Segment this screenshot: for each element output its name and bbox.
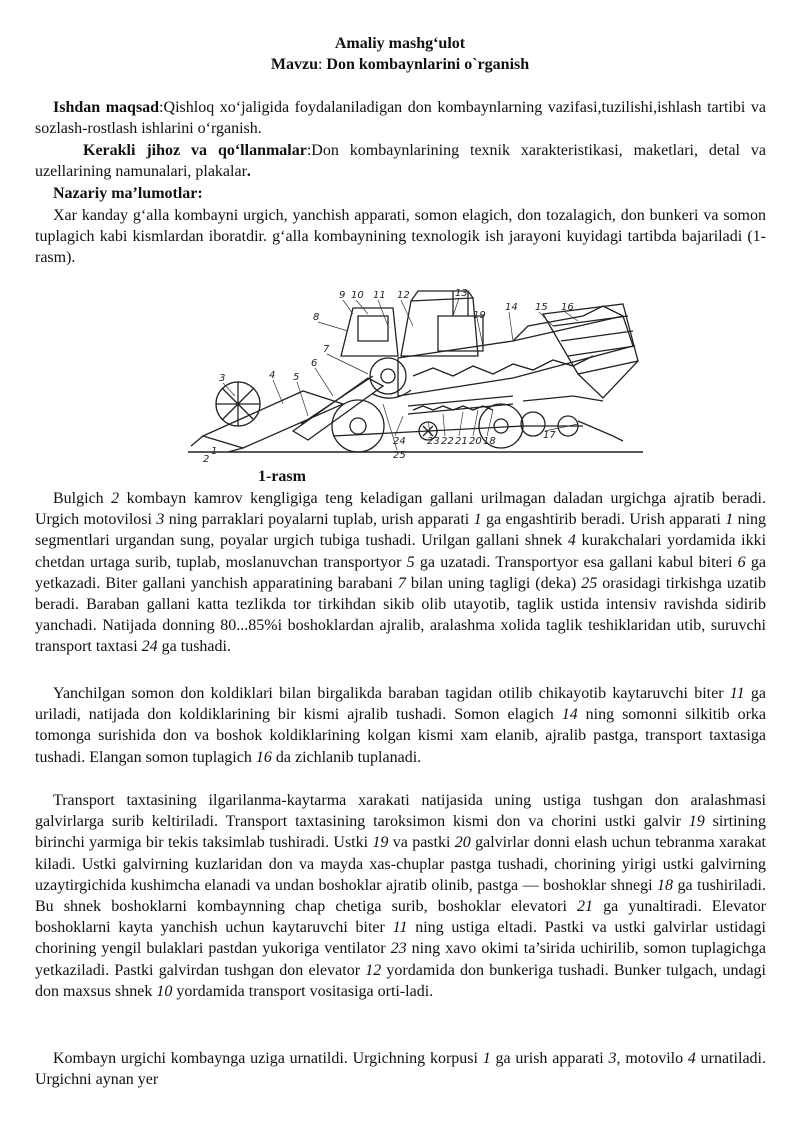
goal-label: Ishdan maqsad <box>53 99 160 116</box>
diagram-label-4: 4 <box>269 370 276 381</box>
paragraph-3: Transport taxtasining ilgarilanma-kaytarma xarakati natijasida uning ustiga tushgan don aralashmasi galvirlarga surib keltiriladi. Transport taxtasining taroksimon kismi don va chorini ustki galvir 19 sirtining birinchi yarmiga bir tekis taksimlab tushiradi. Ustki 19 va pastki 20 galvirlar donni elash uchun tebranma xarakat kiladi. Ustki galvirning kuzlaridan don va mayda xas-chuplar pastga tushadi, chorining yirigi ustki galvirning uzaytirgichida kushimcha elanadi va undan boshoklar ajratib olinib, pastga — boshoklar shnegi 18 ga tushiriladi. Bu shnek boshoklarni kombaynning chap chetiga surib, boshoklar elevatori 21 ga yunaltiradi. Elevator boshoklarni kayta yanchish uchun kaytaruvchi biter 11 ning ustiga eltadi. Pastki va ustki galvirlar ustidagi chorining yengil bulaklari pastdan yukoriga ventilator 23 ning xavo okimi ta’sirida uchirilib, somon tuplagichga yetkaziladi. Pastki galvirdan tushgan don elevator 12 yordamida don bunkeriga tushadi. Bunker tulgach, undagi don maxsus shnek 10 yordamida transport vositasiga orti-ladi. <box>35 792 767 1000</box>
diagram-label-14: 14 <box>505 302 518 313</box>
equipment-label: Kerakli jihoz va qo‘llanmalar <box>83 142 307 159</box>
diagram-label-23: 23 <box>427 436 440 447</box>
diagram-label-9: 9 <box>339 290 346 301</box>
diagram-label-21: 21 <box>455 436 468 447</box>
diagram-label-7: 7 <box>323 344 330 355</box>
equipment-end: . <box>246 163 251 181</box>
theory-heading-text: Nazariy ma’lumotlar: <box>53 185 203 202</box>
diagram-label-10: 10 <box>351 290 364 301</box>
diagram-label-13: 13 <box>455 288 468 299</box>
diagram-label-17: 17 <box>543 430 556 441</box>
diagram-label-8: 8 <box>313 312 320 323</box>
paragraph-4: Kombayn urgichi kombaynga uziga urnatildi. Urgichning korpusi 1 ga urish apparati 3, motovilo 4 urnatiladi. Urgichni aynan yer <box>35 1050 766 1089</box>
diagram-label-19: 19 <box>473 310 486 321</box>
topic-line <box>0 54 800 75</box>
diagram-label-24: 24 <box>393 436 406 447</box>
diagram-label-3: 3 <box>219 373 226 384</box>
diagram-label-15: 15 <box>535 302 548 313</box>
topic-value: Don kombaynlarini o`rganish <box>322 56 530 73</box>
paragraph-2: Yanchilgan somon don koldiklari bilan birgalikda baraban tagidan otilib chikayotib kaytaruvchi biter 11 ga uriladi, natijada don koldiklarining bir kismi ajralib tushadi. Somon elagich 14 ning somonni silkitib orka tomonga surishida don va boshok koldiklarining kolgan kismi xam elanib, ajralib pastga, transport taxtasiga tushadi. Elangan somon tuplagich 16 da zichlanib tuplanadi. <box>35 685 766 766</box>
diagram-label-1: 1 <box>211 446 218 457</box>
paragraph-1: Bulgich 2 kombayn kamrov kengligiga teng keladigan gallani urilmagan daladan urgichga ajratib beradi. Urgich motovilosi 3 ning parraklari poyalarni tuplab, urish apparati 1 ga engashtirib beradi. Urish apparati 1 ning segmentlari urgandan sung, poyalar urgich tubiga tushadi. Urilgan gallani shnek 4 kurakchalari yordamida ikki chetdan urtaga surib, tuplab, moslanuvchan transportyor 5 ga uzatadi. Transportyor esa gallani kabul biteri 6 ga yetkazadi. Biter gallani yanchish apparatining barabani 7 bilan uning tagligi (deka) 25 orasidagi tirkishga uzatib beradi. Baraban gallani katta tezlikda tor tirkihdan sikib olib utayotib, taglik ustida intensiv ravishda sidirib yanchadi. Natijada donning 80...85%i boshoklardan ajralib, aralashma xolida taglik teshiklaridan utib, suruvchi transport taxtasi 24 ga tushadi. <box>35 490 767 656</box>
diagram-label-20: 20 <box>469 436 482 447</box>
goal-paragraph <box>35 97 766 139</box>
goal-text: :Qishloq xo‘jaligida foydalaniladigan don kombaynlarning vazifasi,tuzilishi,ishlash tartibi va sozlash-rostlash ishlarini o‘rganish. <box>35 99 766 138</box>
figure-caption: 1-rasm <box>258 468 306 485</box>
theory-heading <box>35 183 766 204</box>
diagram-label-25: 25 <box>393 450 406 461</box>
intro-paragraph: Xar kanday g‘alla kombayni urgich, yanchish apparati, somon elagich, don tozalagich, don bunkeri va somon tuplagich kabi kismlardan iboratdir. g‘alla kombaynining texnologik ish jarayoni kuyidagi tartibda bajariladi (1- rasm). <box>35 207 766 267</box>
diagram-label-22: 22 <box>441 436 454 447</box>
diagram-label-18: 18 <box>483 436 496 447</box>
diagram-label-5: 5 <box>293 372 300 383</box>
diagram-label-12: 12 <box>397 290 410 301</box>
combine-harvester-diagram <box>183 286 653 464</box>
diagram-label-11: 11 <box>373 290 386 301</box>
diagram-label-16: 16 <box>561 302 574 313</box>
topic-sep: : <box>317 56 323 73</box>
document-title: Amaliy mashg‘ulot <box>334 35 466 52</box>
diagram-label-6: 6 <box>311 358 318 369</box>
topic-label: Mavzu <box>270 56 318 73</box>
diagram-label-2: 2 <box>203 454 210 464</box>
equipment-paragraph <box>35 140 766 182</box>
equipment-text: :Don kombaynlarining texnik xarakteristikasi, maketlari, detal va uzellarining namunalari, plakalar <box>35 142 767 181</box>
